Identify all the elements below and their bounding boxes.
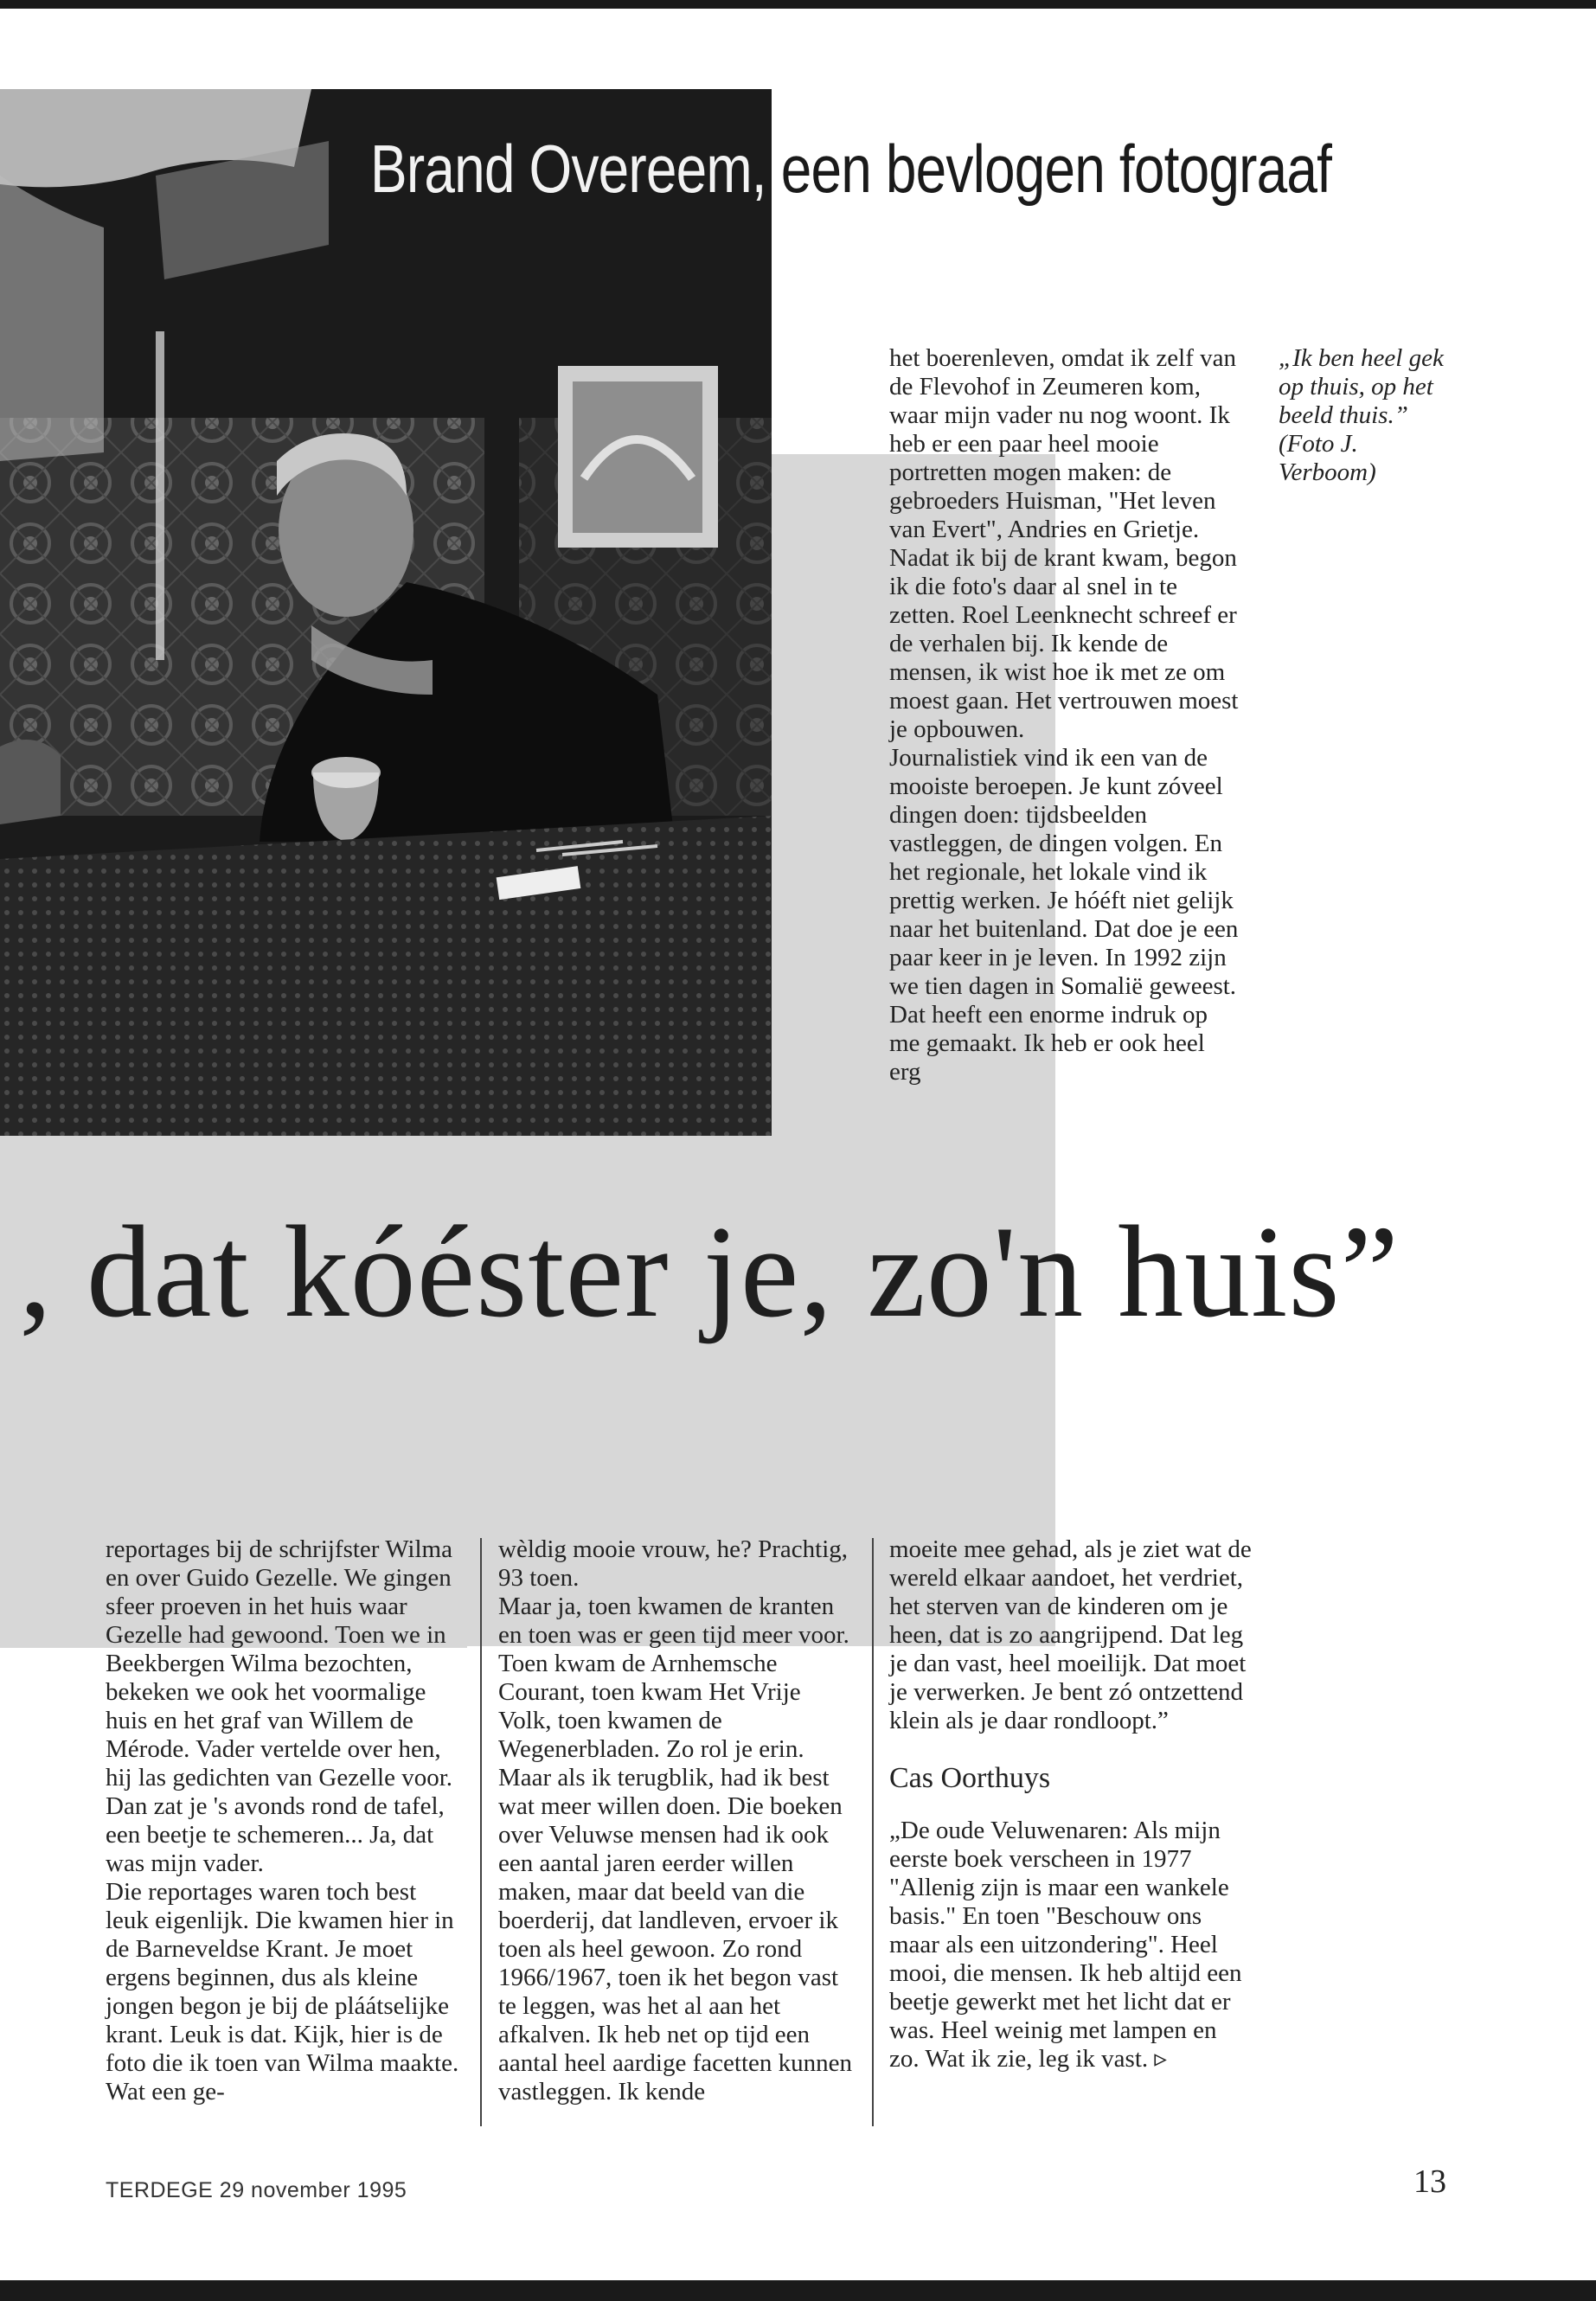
- column-right: [889, 1535, 1253, 2073]
- headline-part-1: Brand Overeem,: [370, 131, 766, 207]
- column-left: [106, 1535, 460, 2106]
- page-number: 13: [1413, 2163, 1446, 2200]
- column-top: [889, 344, 1242, 1086]
- photo-illustration: [0, 89, 772, 1136]
- section-subhead: Cas Oorthuys: [889, 1762, 1051, 1794]
- paragraph: Maar ja, toen kwamen de kranten en toen was er geen tijd meer voor. Toen kwam de Arnhemsche Courant, toen kwam Het Vrije Volk, toen kwamen de Wegenerbladen. Zo rol je erin. Maar als ik terugblik, had ik best wat meer willen doen. Die boeken over Veluwse mensen had ik ook een aantal jaren eerder willen maken, maar dat beeld van die boerderij, dat landleven, ervoer ik toen als heel gewoon. Zo rond 1966/1967, toen ik het begon vast te leggen, was het al aan het afkalven. Ik heb net op tijd een aantal heel aardige facetten kunnen vastleggen. Ik kende: [498, 1593, 852, 2106]
- top-border: [0, 0, 1596, 9]
- column-divider-2: [872, 1538, 874, 2126]
- paragraph: het boerenleven, omdat ik zelf van de Flevohof in Zeumeren kom, waar mijn vader nu nog woont. Ik heb er een paar heel mooie portretten mogen maken: de gebroeders Huisman, "Het leven van Evert", Andries en Grietje.: [889, 344, 1237, 543]
- bottom-border: [0, 2280, 1596, 2301]
- paragraph: reportages bij de schrijfster Wilma en over Guido Gezelle. We gingen sfeer proeven in het huis waar Gezelle had gewoond. Toen we in Beekbergen Wilma bezochten, bekeken we ook het voormalige huis en het graf van Willem de Mérode. Vader vertelde over hen, hij las gedichten van Gezelle voor. Dan zat je 's avonds rond de tafel, een beetje te schemeren... Ja, dat was mijn vader.: [106, 1535, 453, 1877]
- pull-quote: , dat kóéster je, zo'n huis”: [19, 1199, 1401, 1344]
- caption-credit: (Foto J. Verboom): [1279, 430, 1376, 486]
- column-middle: [498, 1535, 853, 2106]
- caption-quote: „Ik ben heel gek op thuis, op het beeld thuis.”: [1279, 344, 1444, 429]
- photo-caption: [1279, 344, 1452, 487]
- column-divider-1: [480, 1538, 482, 2126]
- photo-portrait: [0, 89, 772, 1136]
- article-headline: [370, 130, 1331, 208]
- paragraph: „De oude Veluwenaren: Als mijn eerste boek verscheen in 1977 "Allenig zijn is maar een wankele basis." En toen "Beschouw ons maar als een uitzondering". Heel mooi, die mensen. Ik heb altijd een beetje gewerkt met het licht dat er was. Heel weinig met lampen en zo. Wat ik zie, leg ik vast. ▹: [889, 1817, 1242, 2073]
- paragraph: wèldig mooie vrouw, he? Prachtig, 93 toen.: [498, 1535, 849, 1592]
- headline-part-2: een bevlogen fotograaf: [780, 131, 1332, 207]
- paragraph: Die reportages waren toch best leuk eigenlijk. Die kwamen hier in de Barneveldse Krant. Je moet ergens beginnen, dus als kleine jongen begon je bij de pláátselijke krant. Leuk is dat. Kijk, hier is de foto die ik toen van Wilma maakte. Wat een ge-: [106, 1878, 459, 2106]
- footer-publication: TERDEGE 29 november 1995: [106, 2178, 407, 2202]
- paragraph: moeite mee gehad, als je ziet wat de wereld elkaar aandoet, het verdriet, het sterven van de kinderen om je heen, dat is zo aangrijpend. Dat leg je dan vast, heel moeilijk. Dat moet je verwerken. Je bent zó ontzettend klein als je daar rondloopt.”: [889, 1535, 1252, 1734]
- paragraph: Journalistiek vind ik een van de mooiste beroepen. Je kunt zóveel dingen doen: tijdsbeelden vastleggen, de dingen volgen. En het regionale, het lokale vind ik prettig werken. Je hóéft niet gelijk naar het buitenland. Dat doe je een paar keer in je leven. In 1992 zijn we tien dagen in Somalië geweest. Dat heeft een enorme indruk op me gemaakt. Ik heb er ook heel erg: [889, 744, 1239, 1086]
- paragraph: Nadat ik bij de krant kwam, begon ik die foto's daar al snel in te zetten. Roel Leenknecht schreef er de verhalen bij. Ik kende de mensen, ik wist hoe ik met ze om moest gaan. Het vertrouwen moest je opbouwen.: [889, 544, 1239, 743]
